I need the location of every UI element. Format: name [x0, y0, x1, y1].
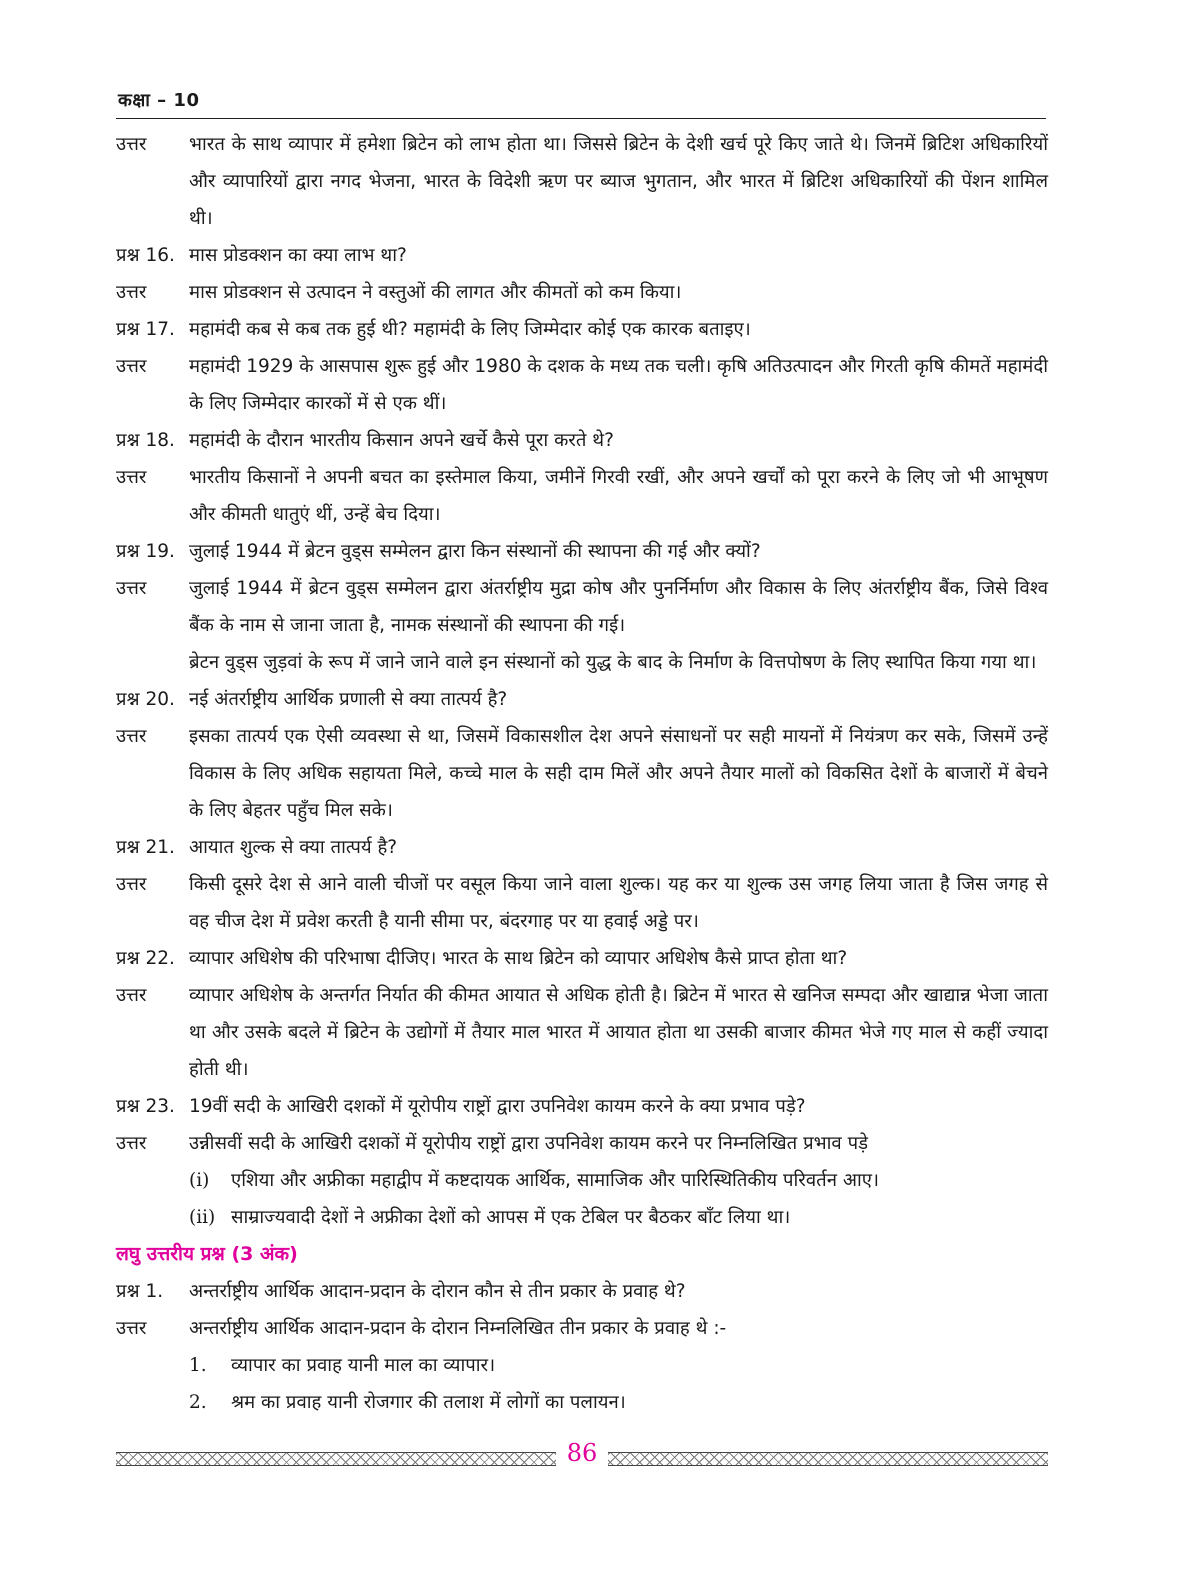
answer-23-point — [116, 1199, 1048, 1236]
question-label: प्रश्न 21. — [116, 837, 175, 858]
answer-23-point — [116, 1162, 1048, 1199]
answer-text: भारतीय किसानों ने अपनी बचत का इस्तेमाल किया, जमीनें गिरवी रखीं, और अपने खर्चों को पूरा करने के लिए जो भी आभूषण और कीमती धातुएं थीं, उन्हें बेच दिया। — [189, 467, 1048, 525]
question-text: आयात शुल्क से क्या तात्पर्य है? — [189, 837, 398, 858]
question-label: प्रश्न 19. — [116, 541, 175, 562]
point-text: श्रम का प्रवाह यानी रोजगार की तलाश में लोगों का पलायन। — [231, 1392, 626, 1413]
page-header: कक्षा – 10 — [118, 90, 200, 111]
flow-point — [116, 1347, 1048, 1384]
question-text: मास प्रोडक्शन का क्या लाभ था? — [189, 245, 407, 266]
decorative-border — [608, 1452, 1048, 1466]
question-text: जुलाई 1944 में ब्रेटन वुड्स सम्मेलन द्वारा किन संस्थानों की स्थापना की गई और क्यों? — [189, 541, 761, 562]
answer-label: उत्तर — [116, 1133, 147, 1154]
question-21 — [116, 829, 1048, 866]
question-label: प्रश्न 23. — [116, 1096, 175, 1117]
question-text: अन्तर्राष्ट्रीय आर्थिक आदान-प्रदान के दोरान कौन से तीन प्रकार के प्रवाह थे? — [189, 1281, 686, 1302]
question-label: प्रश्न 16. — [116, 245, 175, 266]
answer-label: उत्तर — [116, 985, 147, 1006]
question-label: प्रश्न 20. — [116, 689, 175, 710]
answer-label: उत्तर — [116, 874, 147, 895]
page-number: 86 — [566, 1439, 598, 1467]
answer-text: इसका तात्पर्य एक ऐसी व्यवस्था से था, जिसमें विकासशील देश अपने संसाधनों पर सही मायनों में नियंत्रण कर सके, जिसमें उन्हें विकास के लिए अधिक सहायता मिले, कच्चे माल के सही दाम मिलें और अपने तैयार मालों को विकसित देशों के बाजारों में बेचने के लिए बेहतर पहुँच मिल सके। — [189, 726, 1048, 821]
answer-21 — [116, 866, 1048, 940]
point-text: व्यापार का प्रवाह यानी माल का व्यापार। — [231, 1355, 496, 1376]
question-18 — [116, 422, 1048, 459]
answer-text: भारत के साथ व्यापार में हमेशा ब्रिटेन को लाभ होता था। जिससे ब्रिटेन के देशी खर्च पूरे किए जाते थे। जिनमें ब्रिटिश अधिकारियों और व्यापारियों द्वारा नगद भेजना, भारत के विदेशी ऋण पर ब्याज भुगतान, और भारत में ब्रिटिश अधिकारियों की पेंशन शामिल थी। — [189, 134, 1048, 229]
answer-19 — [116, 570, 1048, 644]
answer-15 — [116, 126, 1048, 237]
answer-text: जुलाई 1944 में ब्रेटन वुड्स सम्मेलन द्वारा अंतर्राष्ट्रीय मुद्रा कोष और पुनर्निर्माण और विकास के लिए अंतर्राष्ट्रीय बैंक, जिसे विश्व बैंक के नाम से जाना जाता है, नामक संस्थानों की स्थापना की गई। — [189, 578, 1048, 636]
section-heading: लघु उत्तरीय प्रश्न (3 अंक) — [116, 1243, 298, 1265]
short-question-1 — [116, 1273, 1048, 1310]
question-19 — [116, 533, 1048, 570]
question-label: प्रश्न 1. — [116, 1281, 164, 1302]
answer-text: किसी दूसरे देश से आने वाली चीजों पर वसूल किया जाने वाला शुल्क। यह कर या शुल्क उस जगह लिया जाता है जिस जगह से वह चीज देश में प्रवेश करती है यानी सीमा पर, बंदरगाह पर या हवाई अड्डे पर। — [189, 874, 1048, 932]
page-footer — [116, 1439, 1048, 1469]
answer-text: व्यापार अधिशेष के अन्तर्गत निर्यात की कीमत आयात से अधिक होती है। ब्रिटेन में भारत से खनिज सम्पदा और खाद्यान्न भेजा जाता था और उसके बदले में ब्रिटेन के उद्योगों में तैयार माल भारत में आयात होता था उसकी बाजार कीमत भेजे गए माल से कहीं ज्यादा होती थी। — [189, 985, 1048, 1080]
question-23 — [116, 1088, 1048, 1125]
point-text: साम्राज्यवादी देशों ने अफ्रीका देशों को आपस में एक टेबिल पर बैठकर बाँट लिया था। — [231, 1207, 791, 1228]
answer-23 — [116, 1125, 1048, 1162]
answer-22 — [116, 977, 1048, 1088]
decorative-border — [116, 1452, 556, 1466]
question-16 — [116, 237, 1048, 274]
answer-text: महामंदी 1929 के आसपास शुरू हुई और 1980 के दशक के मध्य तक चली। कृषि अतिउत्पादन और गिरती कृषि कीमतें महामंदी के लिए जिम्मेदार कारकों में से एक थीं। — [189, 356, 1048, 414]
flow-point — [116, 1384, 1048, 1421]
answer-label: उत्तर — [116, 282, 147, 303]
question-text: महामंदी कब से कब तक हुई थी? महामंदी के लिए जिम्मेदार कोई एक कारक बताइए। — [189, 319, 751, 340]
point-marker: (i) — [189, 1170, 210, 1191]
question-text: 19वीं सदी के आखिरी दशकों में यूरोपीय राष्ट्रों द्वारा उपनिवेश कायम करने के क्या प्रभाव पड़े? — [189, 1096, 806, 1117]
answer-label: उत्तर — [116, 467, 147, 488]
point-marker: 2. — [189, 1392, 207, 1413]
answer-text: मास प्रोडक्शन से उत्पादन ने वस्तुओं की लागत और कीमतों को कम किया। — [189, 282, 682, 303]
question-text: महामंदी के दौरान भारतीय किसान अपने खर्चे कैसे पूरा करते थे? — [189, 430, 614, 451]
point-text: एशिया और अफ्रीका महाद्वीप में कष्टदायक आर्थिक, सामाजिक और पारिस्थितिकीय परिवर्तन आए। — [231, 1170, 879, 1191]
question-label: प्रश्न 22. — [116, 948, 175, 969]
answer-label: उत्तर — [116, 134, 147, 155]
answer-text: ब्रेटन वुड्स जुड़वां के रूप में जाने जाने वाले इन संस्थानों को युद्ध के बाद के निर्माण के वित्तपोषण के लिए स्थापित किया गया था। — [189, 652, 1037, 673]
answer-label: उत्तर — [116, 726, 147, 747]
question-22 — [116, 940, 1048, 977]
point-marker: (ii) — [189, 1207, 216, 1228]
answer-label: उत्तर — [116, 578, 147, 599]
question-17 — [116, 311, 1048, 348]
answer-text: उन्नीसवीं सदी के आखिरी दशकों में यूरोपीय राष्ट्रों द्वारा उपनिवेश कायम करने पर निम्नलिखित प्रभाव पड़े — [189, 1133, 868, 1154]
answer-label: उत्तर — [116, 1318, 147, 1339]
answer-label: उत्तर — [116, 356, 147, 377]
question-label: प्रश्न 18. — [116, 430, 175, 451]
answer-19-continued — [116, 644, 1048, 681]
answer-17 — [116, 348, 1048, 422]
question-text: व्यापार अधिशेष की परिभाषा दीजिए। भारत के साथ ब्रिटेन को व्यापार अधिशेष कैसे प्राप्त होता था? — [189, 948, 848, 969]
question-20 — [116, 681, 1048, 718]
page-content — [116, 126, 1048, 1421]
point-marker: 1. — [189, 1355, 207, 1376]
answer-16 — [116, 274, 1048, 311]
question-text: नई अंतर्राष्ट्रीय आर्थिक प्रणाली से क्या तात्पर्य है? — [189, 689, 508, 710]
answer-20 — [116, 718, 1048, 829]
header-rule — [116, 118, 1046, 119]
question-label: प्रश्न 17. — [116, 319, 175, 340]
answer-18 — [116, 459, 1048, 533]
short-answer-1 — [116, 1310, 1048, 1347]
answer-text: अन्तर्राष्ट्रीय आर्थिक आदान-प्रदान के दोरान निम्नलिखित तीन प्रकार के प्रवाह थे :- — [189, 1318, 727, 1339]
